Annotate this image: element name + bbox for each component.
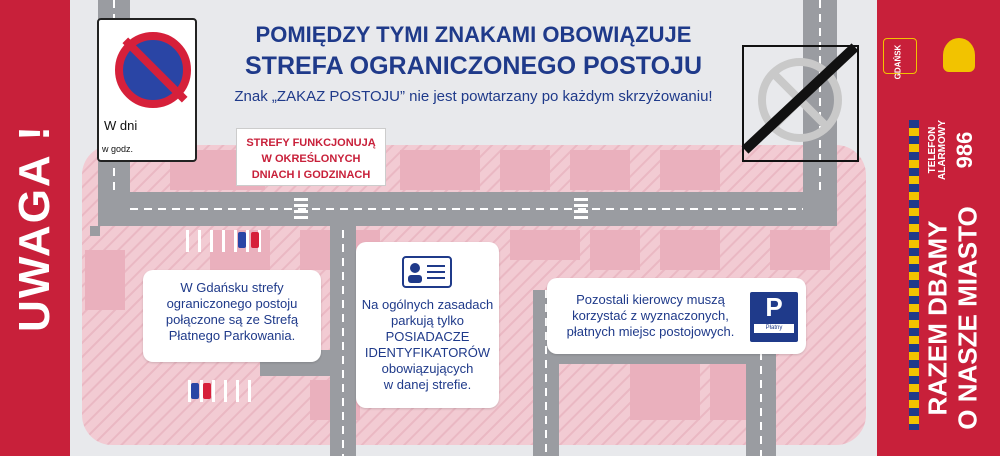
card-text: korzystać z wyznaczonych,	[572, 308, 729, 323]
card-text: Pozostali kierowcy muszą	[576, 292, 725, 307]
card-text: IDENTYFIKATORÓW	[364, 345, 491, 360]
city-name: GDAŃSK	[893, 44, 903, 80]
card-text: ograniczonego postoju	[166, 296, 298, 311]
car-red	[251, 232, 259, 248]
card-text: płatnych miejsc postojowych.	[566, 324, 735, 339]
zone-label-line: W OKREŚLONYCH	[261, 153, 361, 165]
main-title-line1: POMIĘDZY TYMI ZNAKAMI OBOWIĄZUJE	[255, 22, 692, 47]
sign-hours-label: w godz.	[102, 144, 134, 154]
parking-letter: P	[765, 292, 783, 322]
card-text: w danej strefie.	[383, 377, 472, 392]
card-text: połączone są ze Strefą	[165, 312, 299, 327]
paid-parking-sign-icon	[750, 292, 798, 342]
warning-text: UWAGA !	[10, 124, 59, 332]
parking-sub-label: Płatny	[754, 324, 794, 333]
zone-label-line: STREFY FUNKCJONUJĄ	[246, 137, 376, 149]
end-of-zone-sign	[742, 45, 859, 162]
card-text: parkują tylko	[391, 313, 464, 328]
info-card-permit-holders	[356, 242, 499, 408]
subtitle: Znak „ZAKAZ POSTOJU” nie jest powtarzany po każdym skrzyżowaniu!	[234, 88, 713, 105]
sign-days-label: W dni	[104, 118, 138, 133]
main-title-line2: STREFA OGRANICZONEGO POSTOJU	[245, 52, 702, 80]
checker-stripe	[909, 120, 919, 430]
phone-number: 986	[952, 131, 977, 169]
fire-brigade-emblem-icon	[943, 38, 975, 72]
slogan-line1: RAZEM DBAMY	[922, 220, 953, 416]
card-text: Płatnego Parkowania.	[168, 328, 296, 343]
no-parking-sign	[97, 18, 197, 162]
car-blue-2	[191, 383, 199, 399]
card-text: W Gdańsku strefy	[180, 280, 284, 295]
card-text: Na ogólnych zasadach	[361, 297, 494, 312]
card-text: POSIADACZE	[385, 329, 470, 344]
car-blue	[238, 232, 246, 248]
card-text: obowiązujących	[381, 361, 474, 376]
zone-hours-label	[236, 128, 386, 186]
car-red-2	[203, 383, 211, 399]
slogan-line2: O NASZE MIASTO	[952, 206, 983, 430]
info-card-paid-zone	[143, 270, 321, 362]
left-warning-band	[0, 0, 70, 456]
phone-label-line: TELEFON	[927, 126, 938, 174]
phone-label	[928, 120, 948, 180]
id-card-icon	[402, 256, 452, 288]
zone-label-line: DNIACH I GODZINACH	[251, 169, 371, 181]
phone-label-line: ALARMOWY	[937, 120, 948, 180]
